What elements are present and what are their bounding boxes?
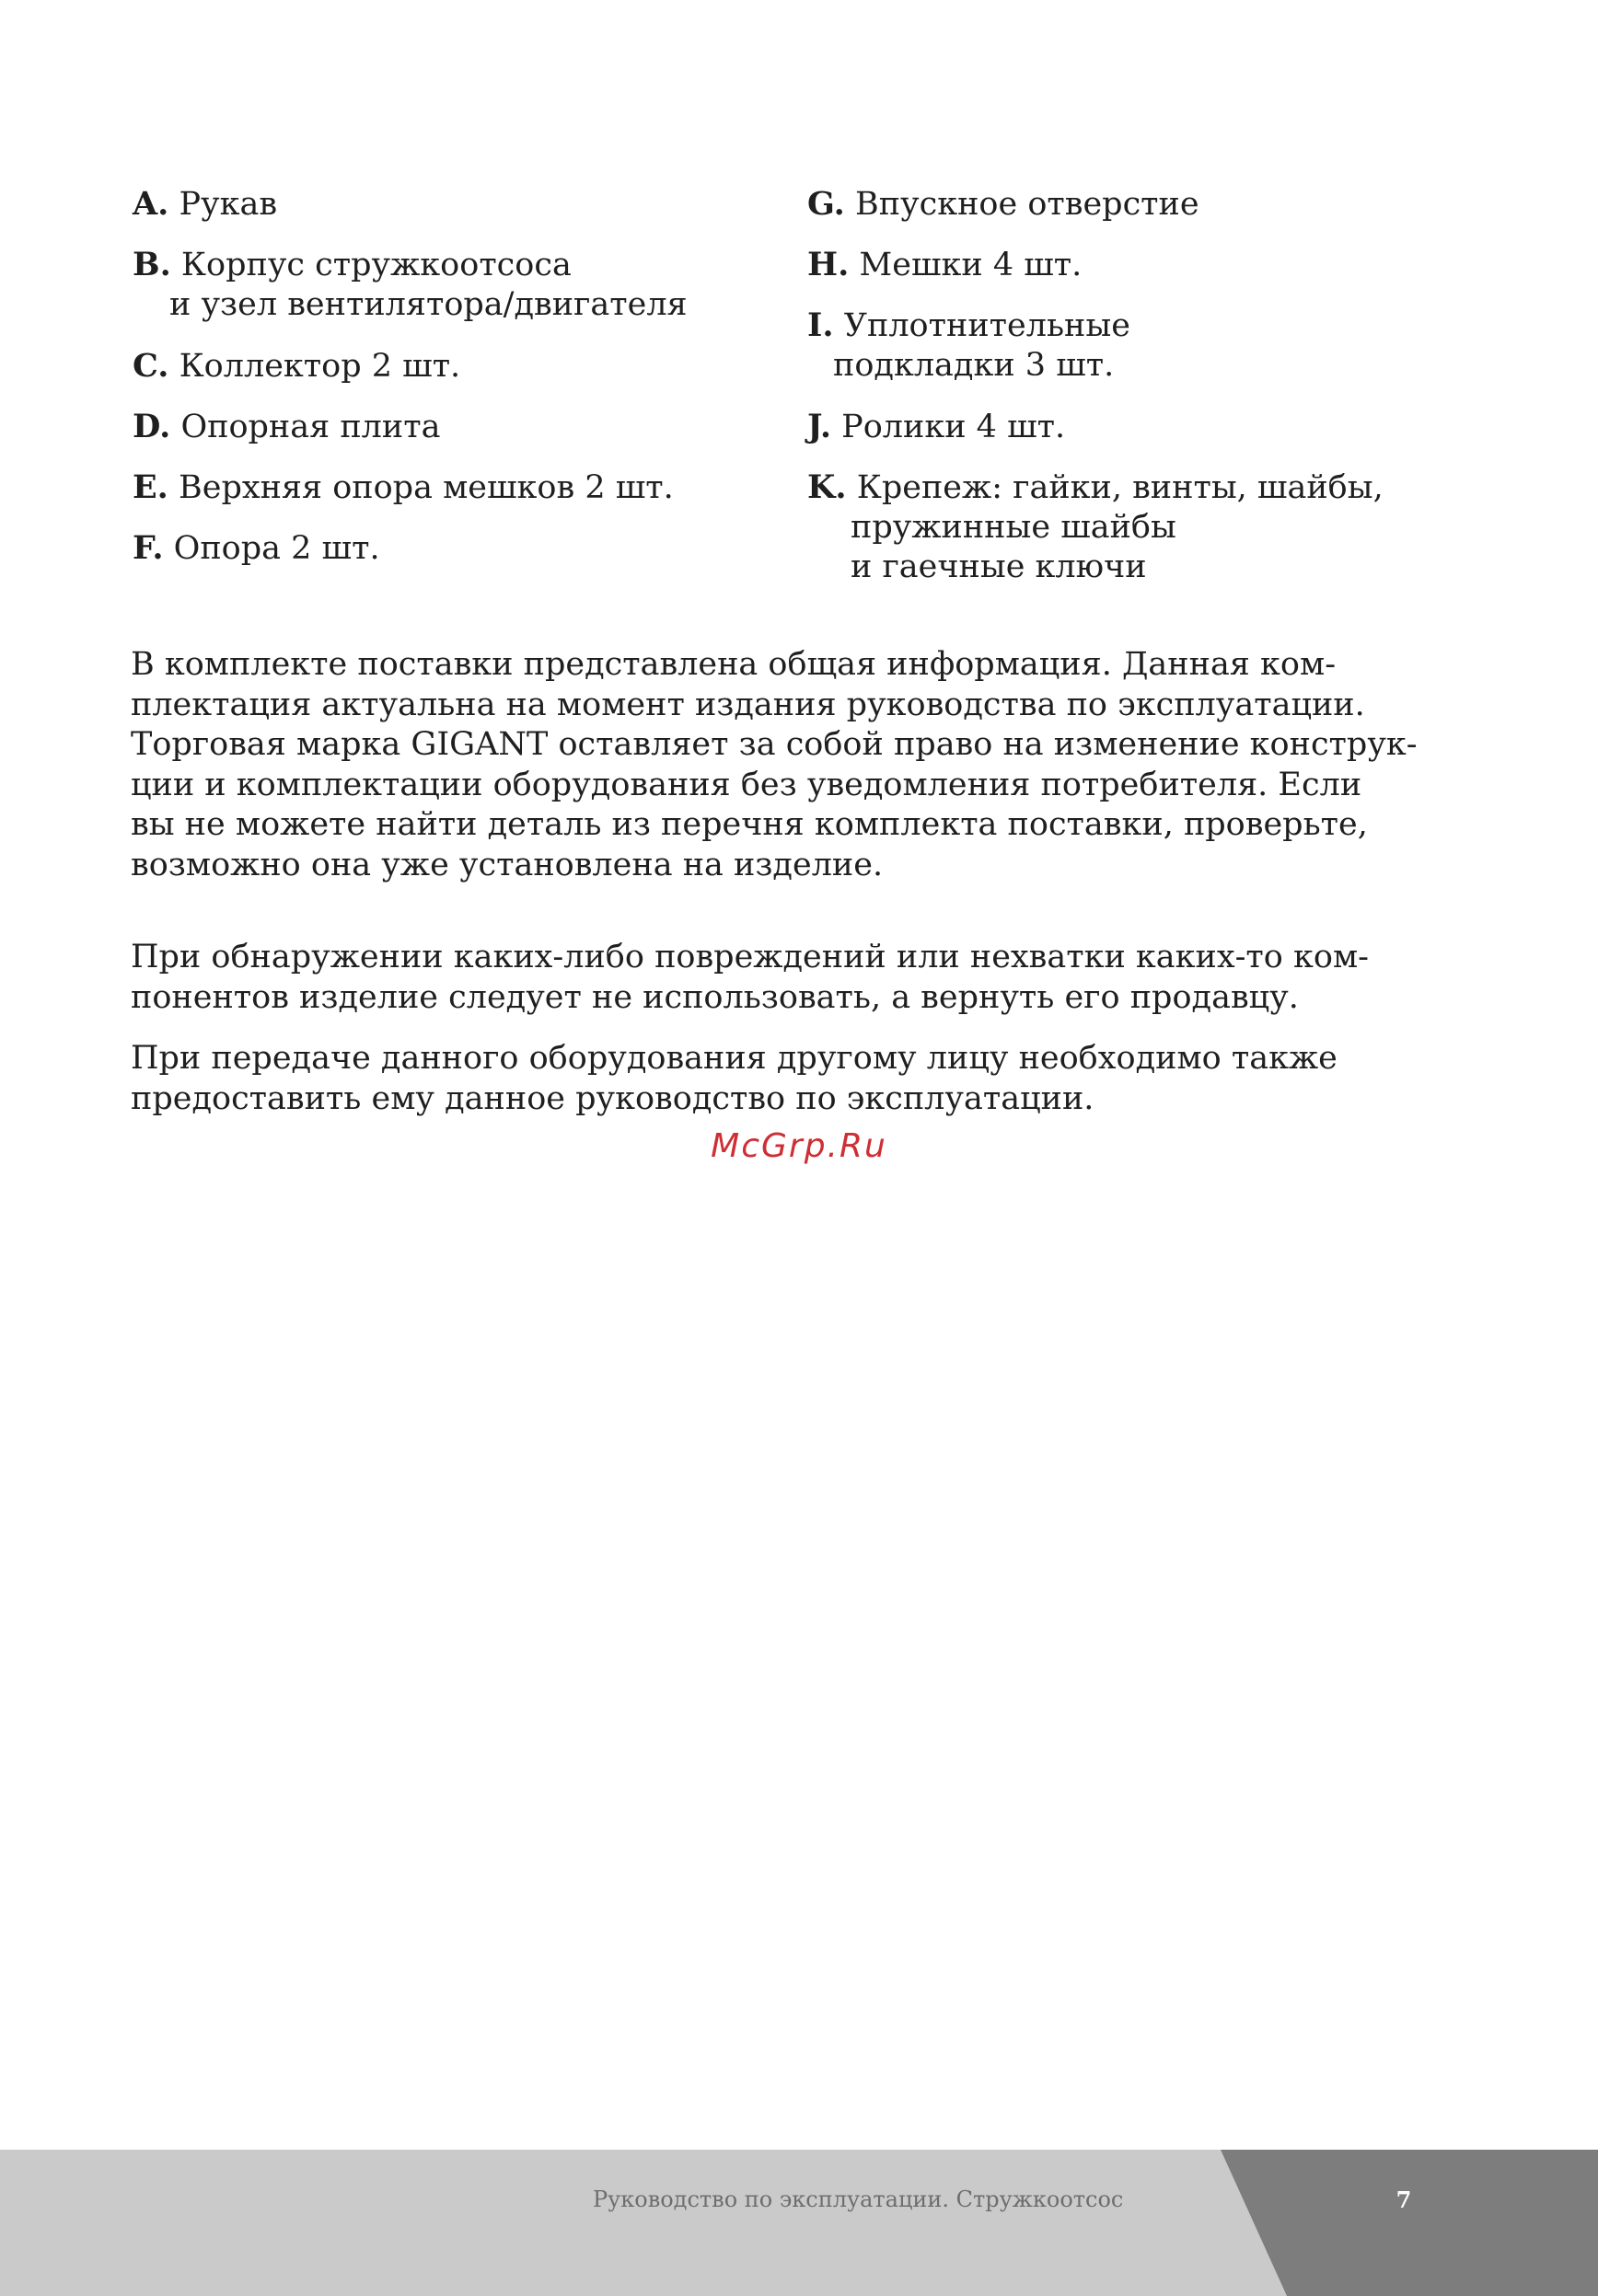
part-letter: E. xyxy=(133,468,168,506)
paragraph-line: При обнаружении каких-либо повреждений или нехватки каких-то ком- xyxy=(131,939,1369,975)
part-letter: G. xyxy=(807,185,845,223)
footer-title: Руководство по эксплуатации. Стружкоотсос xyxy=(593,2186,1124,2212)
part-text: Коллектор 2 шт. xyxy=(179,348,461,385)
damage-info-paragraph xyxy=(131,938,1493,1018)
part-item-b xyxy=(133,245,688,325)
delivery-info-paragraph xyxy=(131,645,1493,885)
part-text: Мешки 4 шт. xyxy=(859,247,1083,283)
transfer-info-paragraph xyxy=(131,1039,1493,1119)
watermark-text: McGrp.Ru xyxy=(711,1127,887,1165)
part-letter: H. xyxy=(807,246,850,283)
part-item-d xyxy=(133,407,440,447)
part-text: Опора 2 шт. xyxy=(173,530,380,567)
part-text: Опорная плита xyxy=(180,409,441,445)
part-text-continued: пружинные шайбы xyxy=(851,509,1176,546)
page-number: 7 xyxy=(1395,2186,1412,2213)
part-text: Ролики 4 шт. xyxy=(841,409,1066,445)
part-letter: B. xyxy=(133,246,171,283)
part-letter: A. xyxy=(133,185,169,223)
part-item-j xyxy=(807,407,1065,447)
paragraph-line: предоставить ему данное руководство по эксплуатации. xyxy=(131,1079,1094,1117)
part-text: Уплотнительные xyxy=(843,307,1130,344)
paragraph-line: вы не можете найти деталь из перечня комплекта поставки, проверьте, xyxy=(131,806,1368,843)
part-text: Крепеж: гайки, винты, шайбы, xyxy=(856,469,1384,506)
part-item-k xyxy=(807,467,1384,587)
part-item-c xyxy=(133,346,460,387)
part-item-g xyxy=(807,184,1199,225)
part-item-a xyxy=(133,184,277,225)
paragraph-line: возможно она уже установлена на изделие. xyxy=(131,846,884,883)
paragraph-line: плектация актуальна на момент издания руководства по эксплуатации. xyxy=(131,686,1365,723)
part-text-continued: и гаечные ключи xyxy=(851,548,1147,585)
part-item-e xyxy=(133,467,674,508)
part-item-i xyxy=(807,306,1130,386)
part-text: Впускное отверстие xyxy=(854,186,1199,223)
footer-dark-band xyxy=(0,2150,1598,2296)
part-text-continued: и узел вентилятора/двигателя xyxy=(169,286,688,323)
part-letter: C. xyxy=(133,347,169,385)
part-text: Рукав xyxy=(179,186,278,223)
paragraph-line: ции и комплектации оборудования без уведомления потребителя. Если xyxy=(131,766,1362,803)
part-item-h xyxy=(807,245,1082,285)
page-footer xyxy=(0,2150,1598,2296)
paragraph-line: В комплекте поставки представлена общая информация. Данная ком- xyxy=(131,646,1337,683)
part-text-continued: подкладки 3 шт. xyxy=(833,347,1115,384)
part-letter: K. xyxy=(807,468,847,506)
paragraph-line: Торговая марка GIGANT оставляет за собой право на изменение конструк- xyxy=(131,726,1418,763)
part-item-f xyxy=(133,528,380,569)
part-text: Корпус стружкоотсоса xyxy=(180,247,572,283)
paragraph-line: При передаче данного оборудования другому лицу необходимо также xyxy=(131,1040,1337,1077)
paragraph-line: понентов изделие следует не использовать, а вернуть его продавцу. xyxy=(131,978,1299,1016)
part-text: Верхняя опора мешков 2 шт. xyxy=(179,469,674,506)
part-letter: F. xyxy=(133,529,164,567)
part-letter: I. xyxy=(807,306,834,344)
part-letter: J. xyxy=(807,408,832,445)
part-letter: D. xyxy=(133,408,171,445)
